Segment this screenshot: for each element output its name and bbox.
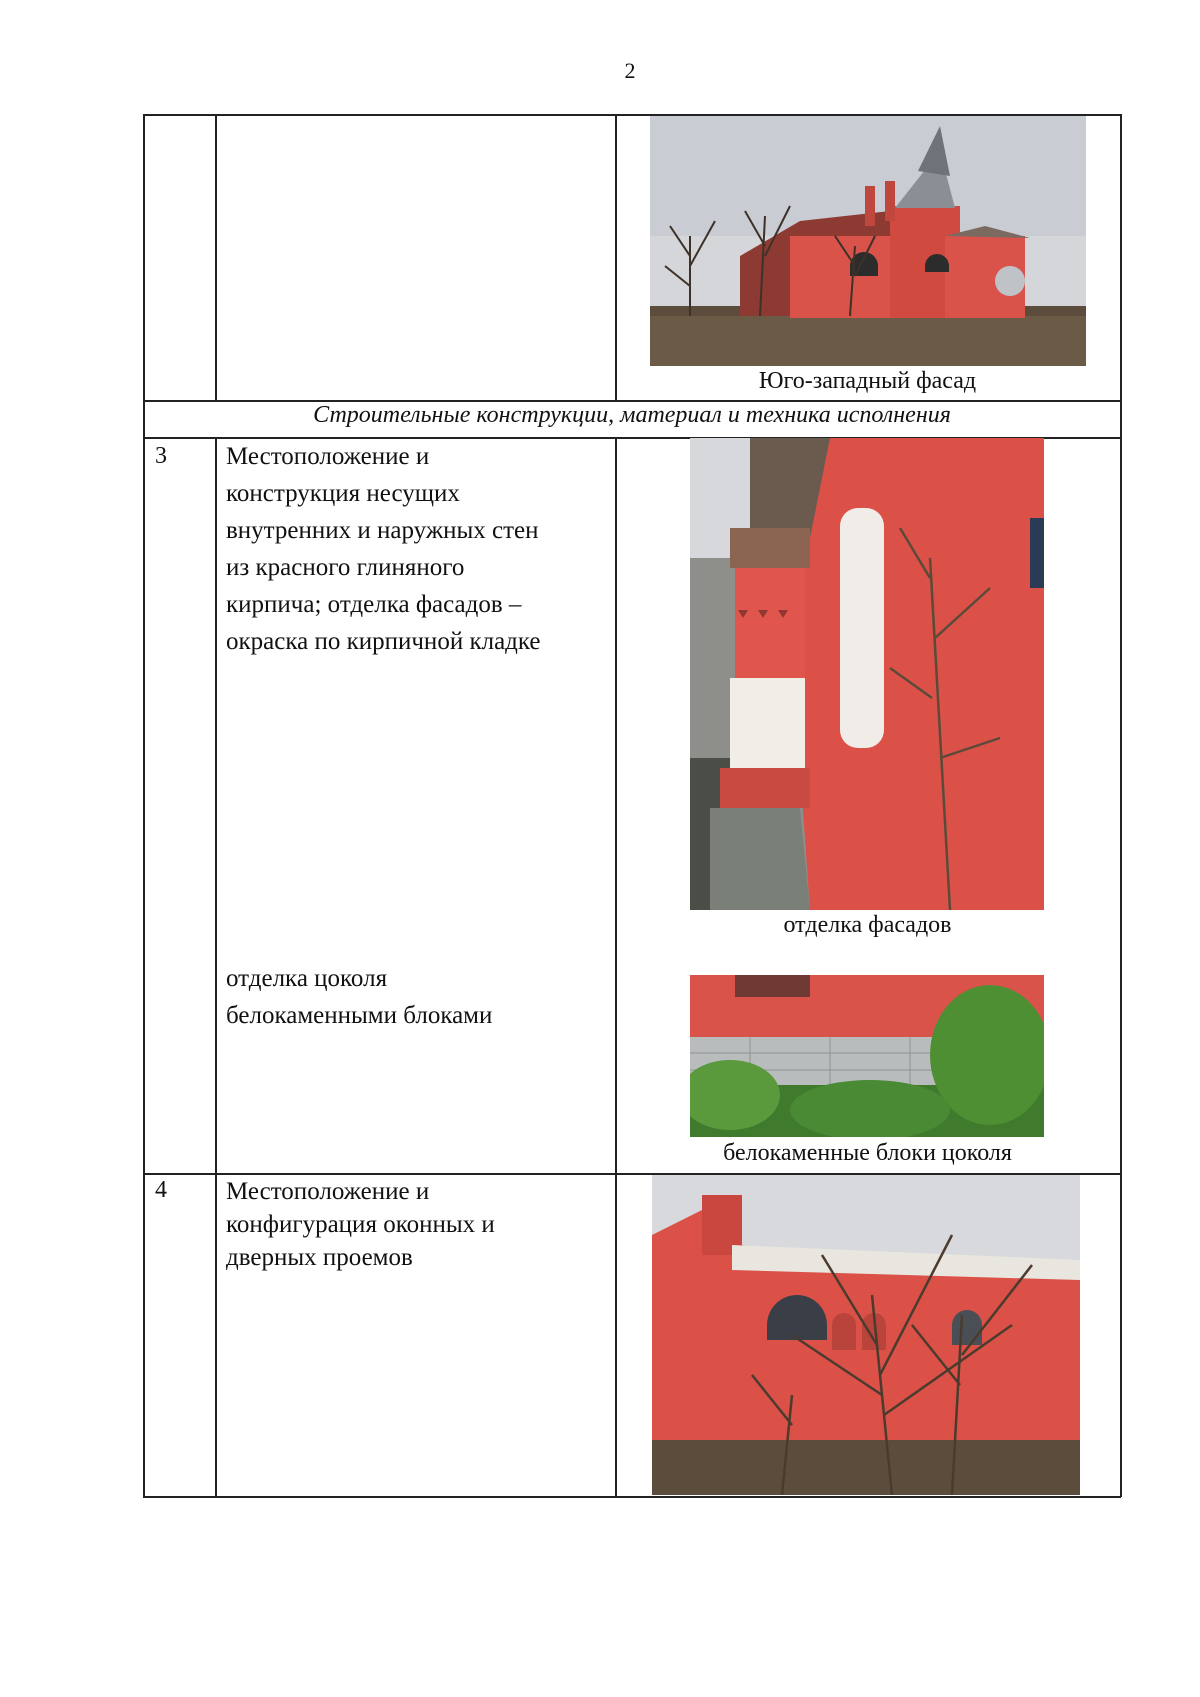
photo-southwest-facade (650, 116, 1086, 366)
page-number: 2 (624, 58, 636, 83)
text-line: конструкция несущих (226, 480, 460, 507)
row4-description (226, 1175, 606, 1274)
text-line: внутренних и наружных стен (226, 517, 539, 544)
row-number: 3 (155, 443, 167, 469)
caption-plinth-blocks: белокаменные блоки цоколя (723, 1140, 1012, 1166)
text-line: белокаменными блоками (226, 1002, 493, 1029)
photo-facade-finish (690, 438, 1044, 910)
column-divider (215, 437, 217, 1497)
photo-plinth-blocks (690, 975, 1044, 1137)
table-border (1120, 114, 1122, 1497)
text-line: Местоположение и (226, 443, 430, 470)
row3-description (226, 438, 606, 660)
caption-facade-finish: отделка фасадов (783, 912, 952, 938)
photo-window-door-openings (652, 1175, 1080, 1495)
column-divider (215, 114, 217, 401)
table-border (143, 1496, 1121, 1498)
table-border (143, 114, 145, 1497)
text-line: окраска по кирпичной кладке (226, 628, 541, 655)
row-number: 4 (155, 1177, 167, 1203)
text-line: дверных проемов (226, 1244, 413, 1271)
text-line: Местоположение и (226, 1178, 430, 1205)
text-line: конфигурация оконных и (226, 1211, 495, 1238)
text-line: отделка цоколя (226, 965, 388, 992)
text-line: из красного глиняного (226, 554, 465, 581)
column-divider (615, 114, 617, 401)
row3-plinth-description (226, 960, 606, 1034)
section-title: Строительные конструкции, материал и техника исполнения (313, 402, 951, 428)
text-line: кирпича; отделка фасадов – (226, 591, 522, 618)
caption-southwest-facade: Юго-западный фасад (758, 368, 977, 394)
column-divider (615, 437, 617, 1497)
